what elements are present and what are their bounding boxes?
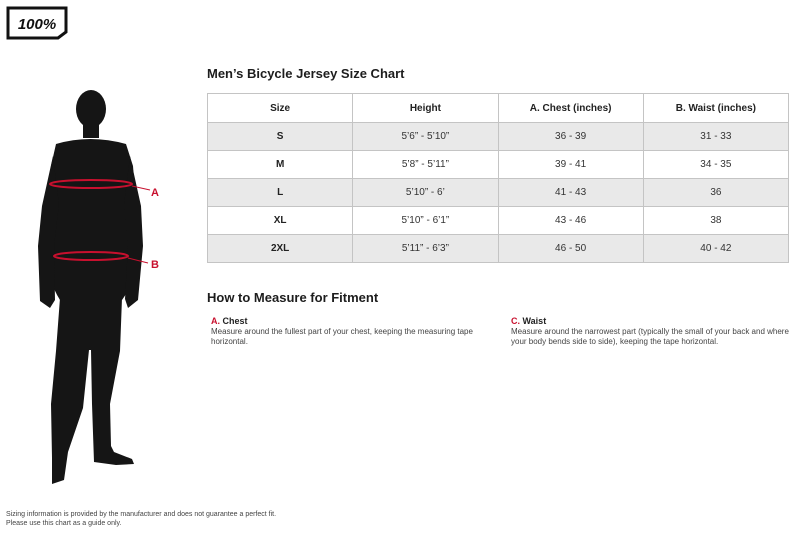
table-row — [208, 235, 789, 263]
cell-chest: 43 - 46 — [498, 207, 643, 235]
cell-size: M — [208, 151, 353, 179]
table-row — [208, 151, 789, 179]
table-header-row — [208, 94, 789, 123]
cell-height: 5’11” - 6’3” — [353, 235, 498, 263]
header-size: Size — [208, 94, 353, 123]
size-table — [207, 93, 789, 263]
header-chest: A. Chest (inches) — [498, 94, 643, 123]
chest-letter: A. — [211, 316, 220, 326]
cell-waist: 36 — [643, 179, 788, 207]
cell-chest: 39 - 41 — [498, 151, 643, 179]
brand-logo-text: 100% — [17, 16, 57, 33]
how-to-title: How to Measure for Fitment — [207, 290, 379, 305]
cell-waist: 34 - 35 — [643, 151, 788, 179]
cell-height: 5’8” - 5’11” — [353, 151, 498, 179]
cell-height: 5’10” - 6’1” — [353, 207, 498, 235]
chest-heading — [211, 316, 491, 326]
cell-size: XL — [208, 207, 353, 235]
waist-text: Measure around the narrowest part (typically the small of your back and where your body bends side to side), keeping the tape horizontal. — [511, 327, 789, 346]
cell-waist: 40 - 42 — [643, 235, 788, 263]
chest-instructions — [211, 316, 491, 347]
waist-letter: C. — [511, 316, 520, 326]
cell-chest: 36 - 39 — [498, 123, 643, 151]
header-waist: B. Waist (inches) — [643, 94, 788, 123]
body-silhouette — [20, 86, 170, 490]
cell-waist: 38 — [643, 207, 788, 235]
waist-heading — [511, 316, 791, 326]
marker-a: A — [151, 187, 159, 199]
disclaimer-line-2: Please use this chart as a guide only. — [6, 520, 122, 527]
chest-text: Measure around the fullest part of your chest, keeping the measuring tape horizontal. — [211, 327, 473, 346]
table-row — [208, 123, 789, 151]
cell-size: 2XL — [208, 235, 353, 263]
marker-b: B — [151, 259, 159, 271]
header-height: Height — [353, 94, 498, 123]
cell-height: 5’10” - 6’ — [353, 179, 498, 207]
table-row — [208, 207, 789, 235]
disclaimer — [6, 510, 276, 528]
cell-height: 5’6” - 5’10” — [353, 123, 498, 151]
cell-size: L — [208, 179, 353, 207]
cell-chest: 46 - 50 — [498, 235, 643, 263]
brand-logo — [6, 6, 68, 40]
waist-label: Waist — [522, 316, 547, 326]
chest-label: Chest — [222, 316, 248, 326]
chart-title: Men’s Bicycle Jersey Size Chart — [207, 66, 405, 81]
disclaimer-line-1: Sizing information is provided by the manufacturer and does not guarantee a perfect fit. — [6, 511, 277, 518]
cell-waist: 31 - 33 — [643, 123, 788, 151]
waist-instructions — [511, 316, 791, 347]
cell-size: S — [208, 123, 353, 151]
table-row — [208, 179, 789, 207]
cell-chest: 41 - 43 — [498, 179, 643, 207]
